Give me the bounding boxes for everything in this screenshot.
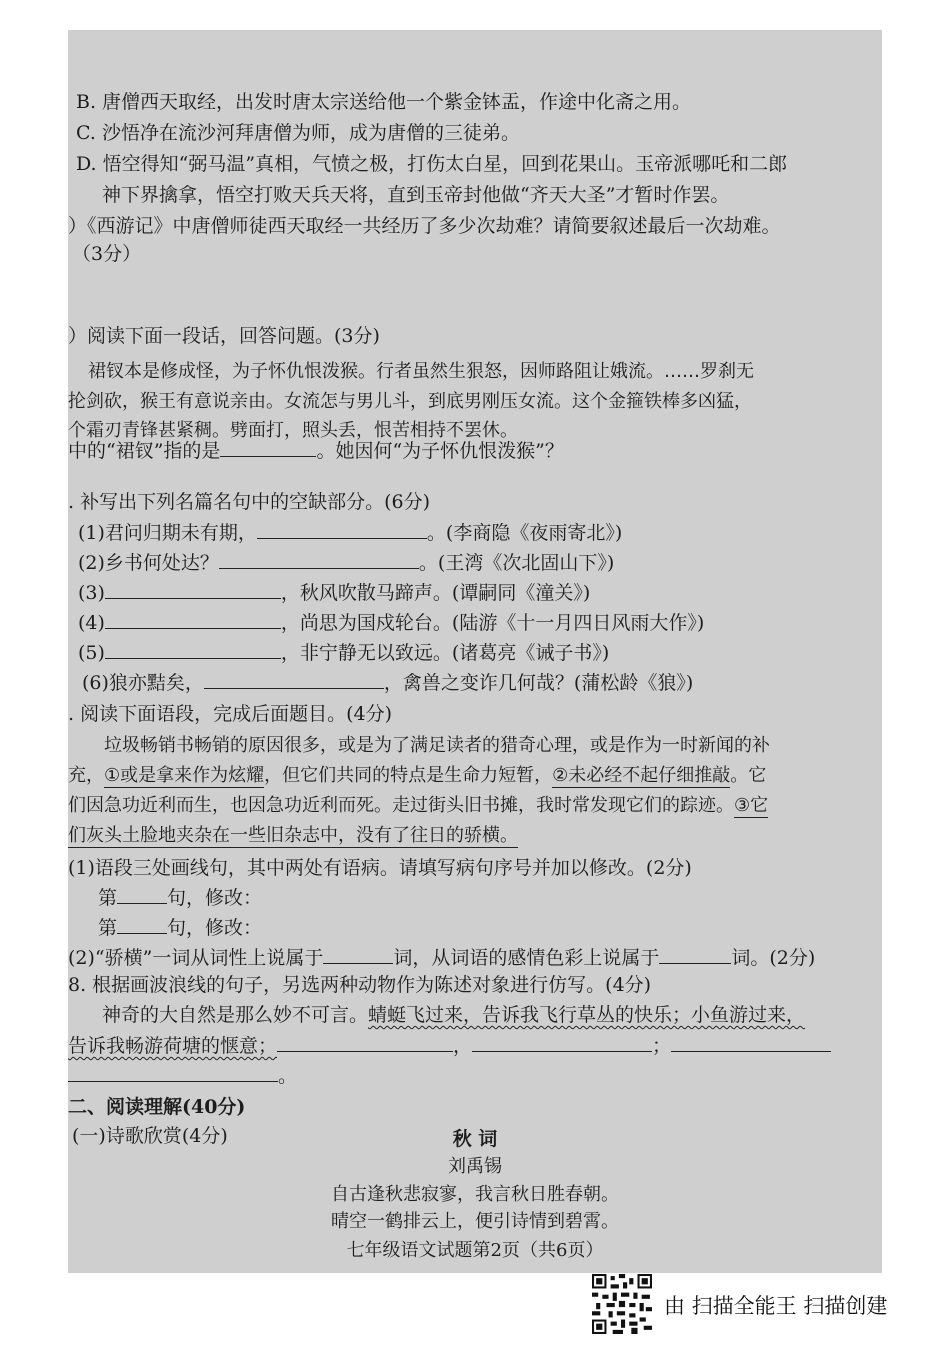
poem-title: 秋 词 [452, 1128, 498, 1150]
poem-fill-2 [78, 550, 614, 575]
option-d-cont: 神下界擒拿，悟空打败天兵天将，直到玉帝封他做“齐天大圣”才暂时作罢。 [102, 184, 730, 206]
poem-fill-6-text: (6)狼亦黠矣， [82, 672, 204, 694]
imitation-line-1 [102, 1003, 805, 1027]
answer-blank[interactable] [659, 945, 731, 964]
underlined-sentence-2: ②未必经不起仔细推敲 [552, 765, 731, 786]
imitation-line-2 [68, 1033, 831, 1058]
answer-blank[interactable] [219, 550, 419, 569]
poem-fill-1 [78, 520, 622, 545]
underlined-sentence-3: ③它 [734, 795, 769, 816]
poem-line-1: 自古逢秋悲寂寥，我言秋日胜春朝。 [331, 1184, 619, 1205]
poem-line-2: 晴空一鹤排云上，便引诗情到碧霄。 [331, 1211, 619, 1232]
paragraph-line-2 [68, 764, 766, 788]
answer-blank[interactable] [117, 885, 167, 904]
section-subheading-poetry: (一)诗歌欣赏(4分) [72, 1125, 228, 1147]
question-imitation: 8. 根据画波浪线的句子，另选两种动物作为陈述对象进行仿写。(4分) [68, 974, 652, 996]
answer-blank[interactable] [220, 438, 316, 457]
poem-fill-3-text: ，秋风吹散马蹄声。(谭嗣同《潼关》) [280, 582, 591, 604]
punctuation: ， [453, 1035, 473, 1057]
paragraph-text: 充， [68, 765, 104, 786]
section-heading-reading: 二、阅读理解(40分) [68, 1096, 246, 1118]
question-points: （3分） [72, 243, 142, 265]
scanner-watermark: 由 扫描全能王 扫描创建 [664, 1294, 888, 1318]
poem-fill-3-num: (3) [78, 582, 105, 604]
option-c: C. 沙悟净在流沙河拜唐僧为师，成为唐僧的三徒弟。 [76, 122, 520, 144]
question-sub-2-text-2: 词，从词语的感情色彩上说属于 [393, 947, 660, 969]
paragraph-line-3 [68, 794, 768, 818]
poem-fill-2-text: (2)乡书何处达？ [78, 552, 219, 574]
paragraph-text: 们因急功近利而生，也因急功近利而死。走过街头旧书摊，我时常发现它们的踪迹。 [68, 795, 734, 816]
question-sub-2 [68, 945, 815, 970]
imitation-line-3 [68, 1063, 297, 1088]
poem-fill-3 [78, 580, 590, 605]
correction-line-1 [98, 885, 262, 910]
answer-blank[interactable] [257, 520, 427, 539]
question-qunchai-text-2: 。她因何“为子怀仇恨泼猴”？ [316, 440, 564, 462]
poem-author: 刘禹锡 [448, 1156, 502, 1177]
poem-fill-2-source: 。(王湾《次北固山下》) [418, 552, 615, 574]
question-xiyouji: ）《西游记》中唐僧师徒西天取经一共经历了多少次劫难？请简要叙述最后一次劫难。 [68, 215, 781, 237]
poem-fill-5-text: ，非宁静无以致远。(诸葛亮《诫子书》) [280, 642, 610, 664]
answer-blank[interactable] [105, 580, 281, 599]
passage-line-1: 裙钗本是修成怪，为子怀仇恨泼猴。行者虽然生狠怒，因师路阻让娥流。……罗刹无 [88, 361, 754, 382]
correction-label-2: 句，修改： [167, 917, 263, 939]
underlined-sentence-1: ①或是拿来作为炫耀 [104, 765, 265, 786]
wavy-sentence-cont: 告诉我畅游荷塘的惬意； [68, 1035, 278, 1057]
question-fill-poems: . 补写出下列名篇名句中的空缺部分。(6分) [68, 491, 430, 513]
page-footer: 七年级语文试题第2页（共6页） [346, 1240, 604, 1261]
answer-blank[interactable] [105, 610, 281, 629]
correction-label: 第 [98, 917, 118, 939]
paragraph-line-1: 垃圾畅销书畅销的原因很多，或是为了满足读者的猎奇心理，或是作为一时新闻的补 [104, 735, 770, 756]
passage-line-2: 抡剑砍，猴王有意说亲由。女流怎与男儿斗，到底男刚压女流。这个金箍铁棒多凶猛， [68, 391, 752, 412]
poem-fill-1-source: 。(李商隐《夜雨寄北》) [426, 522, 623, 544]
wavy-sentence: 蜻蜓飞过来，告诉我飞行草丛的快乐；小鱼游过来， [368, 1004, 806, 1026]
punctuation: ； [652, 1035, 672, 1057]
qr-code-icon [592, 1274, 652, 1334]
poem-fill-1-text: (1)君问归期未有期， [78, 522, 257, 544]
correction-label: 第 [98, 887, 118, 909]
poem-fill-4-num: (4) [78, 612, 105, 634]
question-sub-1: (1)语段三处画线句，其中两处有语病。请填写病句序号并加以修改。(2分) [68, 857, 692, 879]
imitation-text: 神奇的大自然是那么妙不可言。 [102, 1004, 369, 1026]
question-read-paragraph: . 阅读下面语段，完成后面题目。(4分) [68, 703, 392, 725]
poem-fill-6-source: ，禽兽之变诈几何哉？(蒲松龄《狼》) [383, 672, 694, 694]
answer-blank[interactable] [117, 915, 167, 934]
question-read: ）阅读下面一段话，回答问题。(3分) [68, 325, 380, 347]
poem-fill-5 [78, 640, 609, 665]
punctuation: 。 [278, 1065, 298, 1087]
question-sub-2-text-3: 词。(2分) [731, 947, 816, 969]
option-b: B. 唐僧西天取经，出发时唐太宗送给他一个紫金钵盂，作途中化斋之用。 [76, 91, 692, 113]
question-qunchai-text: 中的“裙钗”指的是 [68, 440, 221, 462]
answer-blank[interactable] [68, 1063, 278, 1082]
underlined-sentence-3-cont: 们灰头土脸地夹杂在一些旧杂志中，没有了往日的骄横。 [68, 825, 518, 846]
exam-page [68, 30, 882, 1273]
correction-label-2: 句，修改： [167, 887, 263, 909]
answer-blank[interactable] [472, 1033, 652, 1052]
passage-line-3: 个霜刃青锋甚紧稠。劈面打，照头丢，恨苦相持不罢休。 [68, 420, 518, 441]
poem-fill-5-num: (5) [78, 642, 105, 664]
paragraph-text: ，但它们共同的特点是生命力短暂， [264, 765, 553, 786]
answer-blank[interactable] [204, 670, 384, 689]
paragraph-line-4 [68, 824, 518, 848]
poem-fill-4-text: ，尚思为国戍轮台。(陆游《十一月四日风雨大作》) [280, 612, 705, 634]
answer-blank[interactable] [277, 1033, 453, 1052]
poem-fill-4 [78, 610, 704, 635]
correction-line-2 [98, 915, 262, 940]
answer-blank[interactable] [105, 640, 281, 659]
option-d: D. 悟空得知“弼马温”真相，气愤之极，打伤太白星，回到花果山。玉帝派哪吒和二郎 [76, 153, 788, 175]
answer-blank[interactable] [323, 945, 393, 964]
question-sub-2-text: (2)“骄横”一词从词性上说属于 [68, 947, 324, 969]
paragraph-text: 。它 [730, 765, 767, 786]
poem-fill-6 [82, 670, 693, 695]
question-qunchai [68, 438, 564, 463]
answer-blank[interactable] [671, 1033, 831, 1052]
